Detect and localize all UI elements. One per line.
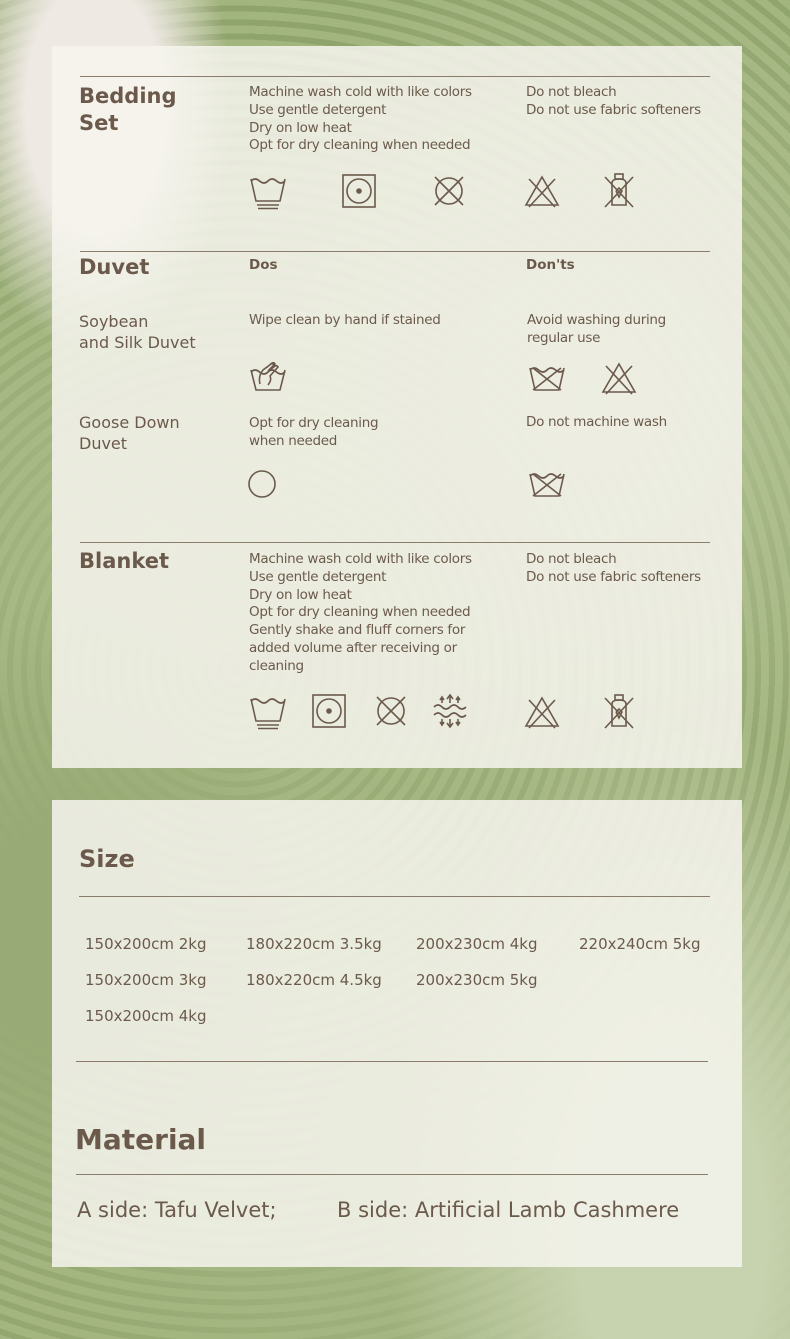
- soybean-donts-item: regular use: [527, 329, 601, 346]
- bedding-donts-item: Do not use fabric softeners: [526, 101, 701, 118]
- blanket-donts-item: Do not bleach: [526, 551, 617, 567]
- bedding-dos-list: [249, 84, 472, 155]
- wash-30-icon: [248, 171, 288, 211]
- size-option: 150x200cm 3kg: [85, 971, 207, 989]
- blanket-dos-item: cleaning: [249, 657, 304, 674]
- bedding-dos-item: Dry on low heat: [249, 119, 352, 136]
- no-fabric-softener-icon: [599, 692, 639, 732]
- section-divider: [80, 542, 710, 543]
- do-not-wash-icon: [527, 358, 567, 398]
- section-divider: [76, 1174, 708, 1175]
- care-instructions-panel: [52, 46, 742, 768]
- blanket-dos-item: Machine wash cold with like colors: [249, 551, 472, 567]
- goose-dos-item: when needed: [249, 432, 338, 449]
- soybean-donts-item: Avoid washing during: [527, 312, 666, 328]
- soybean-dos-text: Wipe clean by hand if stained: [249, 312, 441, 328]
- bedding-dos-item: Use gentle detergent: [249, 101, 387, 118]
- blanket-dos-item: Opt for dry cleaning when needed: [249, 604, 471, 621]
- bedding-set-title: Bedding Set: [79, 84, 177, 135]
- bedding-donts-list: [526, 84, 701, 120]
- bedding-dos-item: Opt for dry cleaning when needed: [249, 137, 471, 154]
- size-title: Size: [79, 845, 135, 873]
- material-b-side: B side: Artificial Lamb Cashmere: [337, 1198, 680, 1222]
- tumble-dry-low-icon: [339, 171, 379, 211]
- do-not-wring-icon: [371, 691, 411, 731]
- no-fabric-softener-icon: [599, 171, 639, 211]
- size-option: 180x220cm 3.5kg: [246, 935, 382, 953]
- do-not-bleach-icon: [522, 171, 562, 211]
- do-not-wring-icon: [429, 171, 469, 211]
- size-option: 150x200cm 4kg: [85, 1007, 207, 1025]
- blanket-dos-item: Use gentle detergent: [249, 568, 387, 585]
- dos-label: Dos: [249, 257, 278, 273]
- blanket-donts-item: Do not use fabric softeners: [526, 568, 701, 585]
- do-not-bleach-icon: [522, 692, 562, 732]
- dry-clean-icon: [242, 464, 282, 504]
- section-divider: [80, 76, 710, 77]
- wash-30-icon: [248, 691, 288, 731]
- hand-wash-icon: [248, 356, 288, 396]
- goose-dos-list: [249, 415, 378, 451]
- size-option: 200x230cm 5kg: [416, 971, 538, 989]
- material-a-side: A side: Tafu Velvet;: [77, 1198, 277, 1222]
- soybean-donts-list: [527, 312, 666, 348]
- goose-dos-item: Opt for dry cleaning: [249, 415, 379, 431]
- section-divider: [80, 251, 710, 252]
- size-option: 220x240cm 5kg: [579, 935, 701, 953]
- section-divider: [76, 1061, 708, 1062]
- size-option: 150x200cm 2kg: [85, 935, 207, 953]
- bedding-dos-item: Machine wash cold with like colors: [249, 84, 472, 100]
- soybean-silk-duvet-title: Soybean and Silk Duvet: [79, 312, 196, 352]
- goose-donts-text: Do not machine wash: [526, 414, 667, 430]
- duvet-title: Duvet: [79, 255, 150, 279]
- goose-down-duvet-title: Goose Down Duvet: [79, 413, 180, 453]
- donts-label: Don'ts: [526, 257, 575, 273]
- blanket-title: Blanket: [79, 549, 170, 573]
- blanket-donts-list: [526, 551, 701, 587]
- blanket-dos-list: [249, 551, 472, 676]
- blanket-dos-item: Dry on low heat: [249, 586, 352, 603]
- size-option: 200x230cm 4kg: [416, 935, 538, 953]
- tumble-dry-low-icon: [309, 691, 349, 731]
- blanket-dos-item: added volume after receiving or: [249, 639, 457, 656]
- size-option: 180x220cm 4.5kg: [246, 971, 382, 989]
- do-not-wash-icon: [527, 464, 567, 504]
- material-title: Material: [75, 1123, 207, 1156]
- section-divider: [79, 896, 710, 897]
- size-material-panel: [52, 800, 742, 1267]
- blanket-dos-item: Gently shake and fluff corners for: [249, 622, 466, 639]
- shake-fluff-icon: [430, 691, 470, 731]
- do-not-bleach-icon: [599, 358, 639, 398]
- bedding-donts-item: Do not bleach: [526, 84, 617, 100]
